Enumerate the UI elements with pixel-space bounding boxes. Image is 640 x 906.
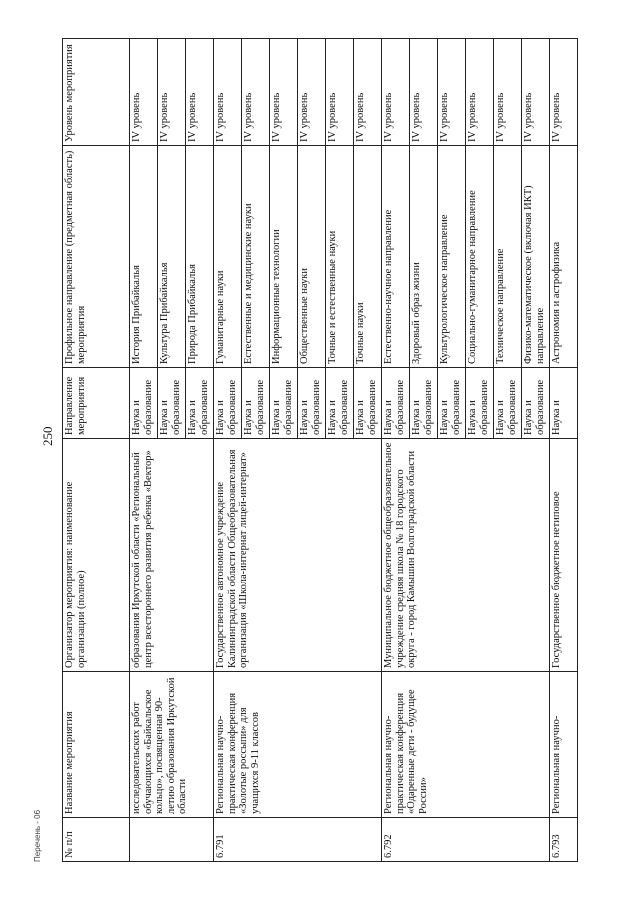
table-row — [130, 39, 158, 862]
event-name: Региональная научно-практическая конференция «Золотые россыпи» для учащихся 9-11 классов — [214, 672, 382, 818]
header-level: Уровень мероприятия — [63, 39, 130, 146]
events-table — [62, 38, 578, 862]
event-profile: Точные и естественные науки — [326, 146, 354, 368]
event-profile: История Прибайкалья — [130, 146, 158, 368]
rotated-page-content — [62, 39, 582, 862]
header-profile: Профильное направление (предметная область) мероприятия — [63, 146, 130, 368]
event-level: IV уровень — [354, 39, 382, 146]
page-number: 250 — [40, 426, 55, 446]
event-profile: Информационные технологии — [270, 146, 298, 368]
header-direction: Направление мероприятия — [63, 368, 130, 439]
event-direction: Наука и образование — [354, 368, 382, 439]
header-organizer: Организатор мероприятия: наименование организации (полное) — [63, 439, 130, 672]
event-organizer: Государственное бюджетное нетиповое — [550, 439, 578, 672]
event-direction: Наука и образование — [382, 368, 410, 439]
event-profile: Естественно-научное направление — [382, 146, 410, 368]
event-direction: Наука и образование — [522, 368, 550, 439]
event-level: IV уровень — [186, 39, 214, 146]
event-level: IV уровень — [438, 39, 466, 146]
event-direction: Наука и образование — [410, 368, 438, 439]
event-name: Региональная научно-практическая конференция «Одаренные дети - будущее России» — [382, 672, 550, 818]
event-level: IV уровень — [494, 39, 522, 146]
event-direction: Наука и — [550, 368, 578, 439]
event-profile: Техническое направление — [494, 146, 522, 368]
event-profile: Точные науки — [354, 146, 382, 368]
event-profile: Культура Прибайкалья — [158, 146, 186, 368]
event-direction: Наука и образование — [186, 368, 214, 439]
event-level: IV уровень — [298, 39, 326, 146]
event-organizer: Муниципальное бюджетное общеобразовательное учреждение средняя школа № 18 городского округа - город Камышин Волгоградской области — [382, 439, 550, 672]
event-level: IV уровень — [214, 39, 242, 146]
event-profile: Общественные науки — [298, 146, 326, 368]
event-profile: Природа Прибайкалья — [186, 146, 214, 368]
event-profile: Социально-гуманитарное направление — [466, 146, 494, 368]
event-organizer: Государственное автономное учреждение Калининградской области Общеобразовательная организация «Школа-интернат лицей-интернат» — [214, 439, 382, 672]
event-level: IV уровень — [410, 39, 438, 146]
event-profile: Физико-математическое (включая ИКТ) направление — [522, 146, 550, 368]
event-number: 6.792 — [382, 818, 550, 862]
table-body — [130, 39, 578, 862]
event-direction: Наука и образование — [270, 368, 298, 439]
event-level: IV уровень — [522, 39, 550, 146]
event-name: Региональная научно- — [550, 672, 578, 818]
table-header-row — [63, 39, 130, 862]
event-direction: Наука и образование — [158, 368, 186, 439]
event-level: IV уровень — [326, 39, 354, 146]
table-row — [214, 39, 242, 862]
event-profile: Культурологическое направление — [438, 146, 466, 368]
header-num: № п/п — [63, 818, 130, 862]
table-row — [550, 39, 578, 862]
event-level: IV уровень — [158, 39, 186, 146]
event-level: IV уровень — [382, 39, 410, 146]
event-number: 6.793 — [550, 818, 578, 862]
event-organizer: образования Иркутской области «Региональный центр всестороннего развития ребенка «Вектор» — [130, 439, 214, 672]
table-row — [382, 39, 410, 862]
event-direction: Наука и образование — [242, 368, 270, 439]
event-direction: Наука и образование — [214, 368, 242, 439]
event-profile: Естественные и медицинские науки — [242, 146, 270, 368]
header-name: Название мероприятия — [63, 672, 130, 818]
event-level: IV уровень — [242, 39, 270, 146]
event-level: IV уровень — [130, 39, 158, 146]
event-direction: Наука и образование — [466, 368, 494, 439]
event-direction: Наука и образование — [326, 368, 354, 439]
event-level: IV уровень — [270, 39, 298, 146]
event-level: IV уровень — [550, 39, 578, 146]
event-direction: Наука и образование — [130, 368, 158, 439]
event-level: IV уровень — [466, 39, 494, 146]
footer-text: Перечень - 06 — [33, 809, 42, 862]
event-number: 6.791 — [214, 818, 382, 862]
event-profile: Астрономия и астрофизика — [550, 146, 578, 368]
event-number — [130, 818, 214, 862]
event-direction: Наука и образование — [298, 368, 326, 439]
event-direction: Наука и образование — [494, 368, 522, 439]
event-profile: Гуманитарные науки — [214, 146, 242, 368]
event-profile: Здоровый образ жизни — [410, 146, 438, 368]
event-name: исследовательских работ обучающихся «Байкальское кольцо», посвященная 90-летию образования Иркутской области — [130, 672, 214, 818]
event-direction: Наука и образование — [438, 368, 466, 439]
